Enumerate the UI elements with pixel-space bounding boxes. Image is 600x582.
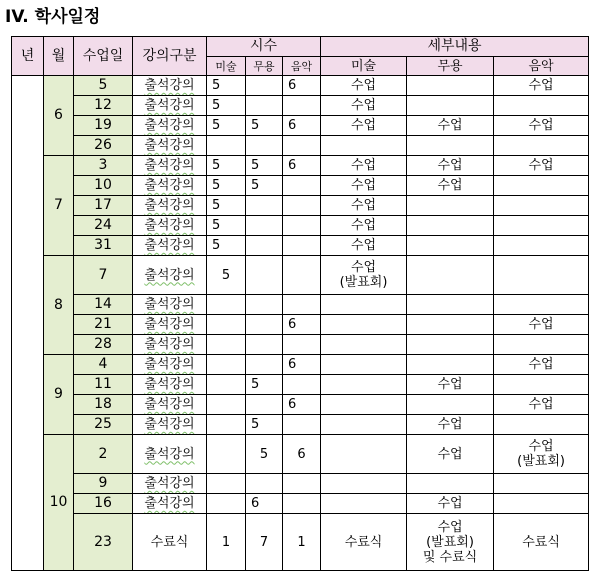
- hours-art-cell: 5: [207, 196, 246, 216]
- details-dance-cell: [407, 136, 494, 156]
- hours-art-cell: 5: [207, 256, 246, 295]
- type-cell: 출석강의: [133, 136, 207, 156]
- details-music-cell: 수료식: [494, 514, 589, 571]
- details-art-cell: 수업: [321, 196, 407, 216]
- hours-dance-cell: 5: [246, 156, 283, 176]
- details-music-cell: [494, 236, 589, 256]
- day-cell: 9: [74, 474, 133, 494]
- details-dance-cell: [407, 335, 494, 355]
- hours-music-cell: 6: [283, 116, 321, 136]
- details-music-cell: [494, 136, 589, 156]
- day-cell: 10: [74, 176, 133, 196]
- details-music-cell: [494, 295, 589, 315]
- details-art-cell: [321, 435, 407, 474]
- month-cell: 9: [44, 355, 74, 435]
- type-cell: 출석강의: [133, 335, 207, 355]
- table-row: [12, 474, 589, 494]
- details-art-cell: [321, 375, 407, 395]
- details-music-cell: [494, 176, 589, 196]
- hours-music-cell: [283, 415, 321, 435]
- type-cell: 출석강의: [133, 116, 207, 136]
- details-music-cell: 수업: [494, 156, 589, 176]
- hours-art-cell: [207, 295, 246, 315]
- header-details: 세부내용: [321, 37, 589, 57]
- header-day: 수업일: [74, 37, 133, 76]
- details-music-cell: [494, 96, 589, 116]
- month-cell: 6: [44, 76, 74, 156]
- hours-music-cell: [283, 256, 321, 295]
- month-cell: 7: [44, 156, 74, 256]
- hours-art-cell: [207, 415, 246, 435]
- hours-art-cell: 1: [207, 514, 246, 571]
- table-row: [12, 514, 589, 571]
- type-cell: 출석강의: [133, 355, 207, 375]
- details-dance-cell: [407, 256, 494, 295]
- hours-music-cell: [283, 335, 321, 355]
- hours-art-cell: 5: [207, 116, 246, 136]
- details-dance-cell: [407, 395, 494, 415]
- schedule-body: [12, 76, 589, 571]
- details-dance-cell: 수업: [407, 494, 494, 514]
- details-art-cell: 수업: [321, 96, 407, 116]
- header-month: 월: [44, 37, 74, 76]
- hours-dance-cell: 7: [246, 514, 283, 571]
- details-art-cell: 수업: [321, 76, 407, 96]
- day-cell: 17: [74, 196, 133, 216]
- hours-dance-cell: 5: [246, 375, 283, 395]
- details-art-cell: [321, 474, 407, 494]
- details-dance-cell: 수업: [407, 156, 494, 176]
- type-cell: 수료식: [133, 514, 207, 571]
- table-row: [12, 494, 589, 514]
- details-dance-cell: [407, 76, 494, 96]
- hours-music-cell: 6: [283, 315, 321, 335]
- hours-music-cell: [283, 136, 321, 156]
- header-type: 강의구분: [133, 37, 207, 76]
- header-hours-dance: 무용: [246, 57, 283, 76]
- hours-art-cell: 5: [207, 176, 246, 196]
- hours-dance-cell: 5: [246, 176, 283, 196]
- table-row: [12, 415, 589, 435]
- details-dance-cell: 수업: [407, 415, 494, 435]
- table-row: [12, 375, 589, 395]
- hours-art-cell: 5: [207, 216, 246, 236]
- type-cell: 출석강의: [133, 315, 207, 335]
- table-row: [12, 355, 589, 375]
- header-details-dance: 무용: [407, 57, 494, 76]
- table-row: [12, 156, 589, 176]
- details-art-cell: [321, 335, 407, 355]
- hours-dance-cell: [246, 395, 283, 415]
- type-cell: 출석강의: [133, 494, 207, 514]
- details-art-cell: [321, 415, 407, 435]
- details-dance-cell: [407, 196, 494, 216]
- day-cell: 26: [74, 136, 133, 156]
- day-cell: 24: [74, 216, 133, 236]
- details-art-cell: 수업: [321, 216, 407, 236]
- type-cell: 출석강의: [133, 415, 207, 435]
- hours-art-cell: [207, 395, 246, 415]
- hours-music-cell: 6: [283, 435, 321, 474]
- hours-dance-cell: [246, 196, 283, 216]
- details-dance-cell: [407, 295, 494, 315]
- day-cell: 19: [74, 116, 133, 136]
- day-cell: 5: [74, 76, 133, 96]
- details-music-cell: [494, 196, 589, 216]
- day-cell: 14: [74, 295, 133, 315]
- hours-music-cell: [283, 236, 321, 256]
- table-row: [12, 136, 589, 156]
- hours-dance-cell: [246, 315, 283, 335]
- hours-dance-cell: [246, 136, 283, 156]
- details-dance-cell: 수업 (발표회) 및 수료식: [407, 514, 494, 571]
- header-year: 년: [12, 37, 44, 76]
- day-cell: 4: [74, 355, 133, 375]
- hours-dance-cell: [246, 355, 283, 375]
- details-music-cell: [494, 375, 589, 395]
- header-hours-art: 미술: [207, 57, 246, 76]
- hours-dance-cell: 6: [246, 494, 283, 514]
- year-cell: [12, 76, 44, 571]
- details-music-cell: 수업: [494, 116, 589, 136]
- details-dance-cell: [407, 236, 494, 256]
- hours-dance-cell: [246, 76, 283, 96]
- table-row: [12, 435, 589, 474]
- details-art-cell: [321, 355, 407, 375]
- day-cell: 3: [74, 156, 133, 176]
- hours-music-cell: [283, 375, 321, 395]
- hours-art-cell: 5: [207, 76, 246, 96]
- hours-dance-cell: 5: [246, 116, 283, 136]
- hours-music-cell: 1: [283, 514, 321, 571]
- details-dance-cell: [407, 315, 494, 335]
- day-cell: 31: [74, 236, 133, 256]
- day-cell: 18: [74, 395, 133, 415]
- header-details-art: 미술: [321, 57, 407, 76]
- hours-dance-cell: 5: [246, 435, 283, 474]
- table-row: [12, 176, 589, 196]
- hours-dance-cell: [246, 216, 283, 236]
- hours-music-cell: [283, 96, 321, 116]
- details-music-cell: 수업: [494, 315, 589, 335]
- details-dance-cell: [407, 474, 494, 494]
- table-row: [12, 76, 589, 96]
- details-dance-cell: [407, 216, 494, 236]
- type-cell: 출석강의: [133, 176, 207, 196]
- type-cell: 출석강의: [133, 216, 207, 236]
- details-art-cell: [321, 494, 407, 514]
- details-dance-cell: 수업: [407, 435, 494, 474]
- hours-music-cell: [283, 474, 321, 494]
- day-cell: 7: [74, 256, 133, 295]
- details-art-cell: 수료식: [321, 514, 407, 571]
- type-cell: 출석강의: [133, 395, 207, 415]
- type-cell: 출석강의: [133, 435, 207, 474]
- month-cell: 8: [44, 256, 74, 355]
- details-music-cell: [494, 256, 589, 295]
- details-art-cell: 수업: [321, 116, 407, 136]
- details-music-cell: [494, 216, 589, 236]
- table-row: [12, 236, 589, 256]
- table-row: [12, 96, 589, 116]
- table-row: [12, 315, 589, 335]
- hours-art-cell: [207, 335, 246, 355]
- table-row: [12, 216, 589, 236]
- details-dance-cell: [407, 96, 494, 116]
- hours-music-cell: [283, 196, 321, 216]
- type-cell: 출석강의: [133, 375, 207, 395]
- details-art-cell: 수업 (발표회): [321, 256, 407, 295]
- details-art-cell: 수업: [321, 236, 407, 256]
- type-cell: 출석강의: [133, 256, 207, 295]
- hours-music-cell: [283, 295, 321, 315]
- hours-music-cell: 6: [283, 76, 321, 96]
- hours-music-cell: [283, 494, 321, 514]
- day-cell: 12: [74, 96, 133, 116]
- details-art-cell: [321, 315, 407, 335]
- day-cell: 25: [74, 415, 133, 435]
- hours-art-cell: 5: [207, 96, 246, 116]
- hours-dance-cell: [246, 256, 283, 295]
- header-hours-music: 음악: [283, 57, 321, 76]
- day-cell: 21: [74, 315, 133, 335]
- hours-dance-cell: 5: [246, 415, 283, 435]
- hours-music-cell: 6: [283, 355, 321, 375]
- details-music-cell: 수업 (발표회): [494, 435, 589, 474]
- table-row: [12, 116, 589, 136]
- hours-music-cell: [283, 216, 321, 236]
- hours-art-cell: [207, 315, 246, 335]
- table-row: [12, 256, 589, 295]
- hours-music-cell: 6: [283, 156, 321, 176]
- type-cell: 출석강의: [133, 156, 207, 176]
- details-music-cell: [494, 415, 589, 435]
- details-music-cell: 수업: [494, 395, 589, 415]
- day-cell: 11: [74, 375, 133, 395]
- type-cell: 출석강의: [133, 76, 207, 96]
- type-cell: 출석강의: [133, 96, 207, 116]
- details-music-cell: 수업: [494, 355, 589, 375]
- table-row: [12, 295, 589, 315]
- details-art-cell: [321, 395, 407, 415]
- type-cell: 출석강의: [133, 295, 207, 315]
- details-dance-cell: 수업: [407, 116, 494, 136]
- schedule-table: [11, 36, 589, 571]
- hours-art-cell: [207, 136, 246, 156]
- details-music-cell: 수업: [494, 76, 589, 96]
- table-row: [12, 335, 589, 355]
- hours-art-cell: [207, 355, 246, 375]
- details-dance-cell: 수업: [407, 176, 494, 196]
- details-dance-cell: 수업: [407, 375, 494, 395]
- section-title: IV. 학사일정: [5, 7, 101, 27]
- hours-dance-cell: [246, 236, 283, 256]
- hours-dance-cell: [246, 96, 283, 116]
- hours-art-cell: [207, 474, 246, 494]
- details-art-cell: [321, 295, 407, 315]
- details-music-cell: [494, 494, 589, 514]
- hours-art-cell: 5: [207, 156, 246, 176]
- details-music-cell: [494, 335, 589, 355]
- month-cell: 10: [44, 435, 74, 571]
- header-details-music: 음악: [494, 57, 589, 76]
- details-art-cell: [321, 136, 407, 156]
- type-cell: 출석강의: [133, 474, 207, 494]
- hours-art-cell: [207, 435, 246, 474]
- type-cell: 출석강의: [133, 196, 207, 216]
- day-cell: 28: [74, 335, 133, 355]
- day-cell: 2: [74, 435, 133, 474]
- hours-art-cell: [207, 375, 246, 395]
- hours-dance-cell: [246, 295, 283, 315]
- table-row: [12, 395, 589, 415]
- hours-dance-cell: [246, 335, 283, 355]
- hours-dance-cell: [246, 474, 283, 494]
- type-cell: 출석강의: [133, 236, 207, 256]
- day-cell: 23: [74, 514, 133, 571]
- hours-art-cell: [207, 494, 246, 514]
- details-art-cell: 수업: [321, 156, 407, 176]
- details-music-cell: [494, 474, 589, 494]
- header-hours: 시수: [207, 37, 321, 57]
- table-row: [12, 196, 589, 216]
- details-dance-cell: [407, 355, 494, 375]
- details-art-cell: 수업: [321, 176, 407, 196]
- day-cell: 16: [74, 494, 133, 514]
- hours-art-cell: 5: [207, 236, 246, 256]
- hours-music-cell: 6: [283, 395, 321, 415]
- hours-music-cell: [283, 176, 321, 196]
